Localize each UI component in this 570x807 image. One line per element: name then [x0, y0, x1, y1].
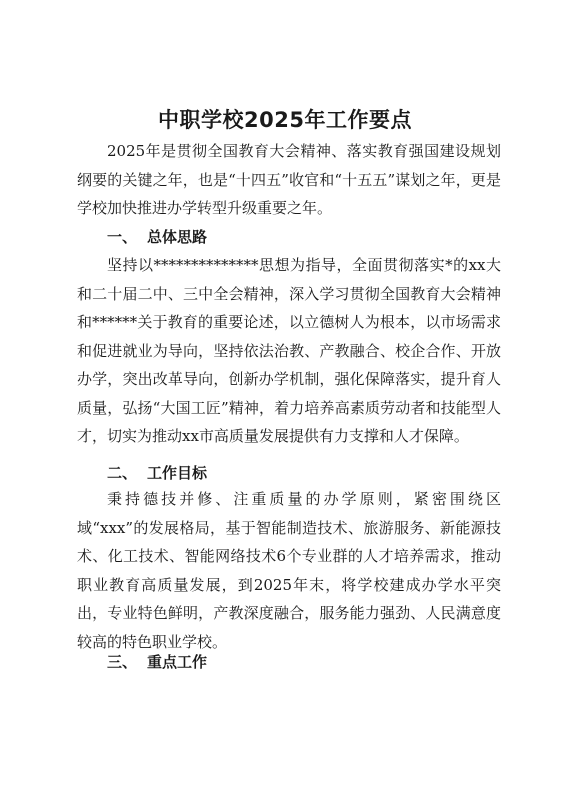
section-heading-text: 重点工作	[147, 653, 208, 671]
section-heading-1	[107, 223, 207, 251]
section-heading-2	[107, 459, 207, 487]
section-heading-3	[107, 648, 207, 676]
section-paragraph-2: 秉持德技并修、注重质量的办学原则，紧密围绕区域“xxx”的发展格局，基于智能制造技术、旅游服务、新能源技术、化工技术、智能网络技术6个专业群的人才培养需求，推动职业教育高质量发展，到2025年末，将学校建成办学水平突出，专业特色鲜明，产教深度融合，服务能力强劲、人民满意度较高的特色职业学校。	[77, 490, 501, 651]
section-paragraph-1: 坚持以**************思想为指导，全面贯彻落实*的xx大和二十届二中、三中全会精神，深入学习贯彻全国教育大会精神和******关于教育的重要论述，以立德树人为根本，以市场需求和促进就业为导向，坚持依法治教、产教融合、校企合作、开放办学，突出改革导向，创新办学机制，强化保障落实，提升育人质量，弘扬“大国工匠”精神，着力培养高素质劳动者和技能型人才，切实为推动xx市高质量发展提供有力支撑和人才保障。	[77, 256, 501, 445]
document-title: 中职学校2025年工作要点	[158, 108, 412, 132]
section-number: 三、	[107, 653, 138, 671]
section-heading-text: 工作目标	[147, 464, 208, 482]
section-heading-text: 总体思路	[147, 228, 208, 246]
section-number: 一、	[107, 228, 138, 246]
section-number: 二、	[107, 464, 138, 482]
intro-paragraph: 2025年是贯彻全国教育大会精神、落实教育强国建设规划纲要的关键之年，也是“十四五”收官和“十五五”谋划之年，更是学校加快推进办学转型升级重要之年。	[77, 142, 501, 217]
